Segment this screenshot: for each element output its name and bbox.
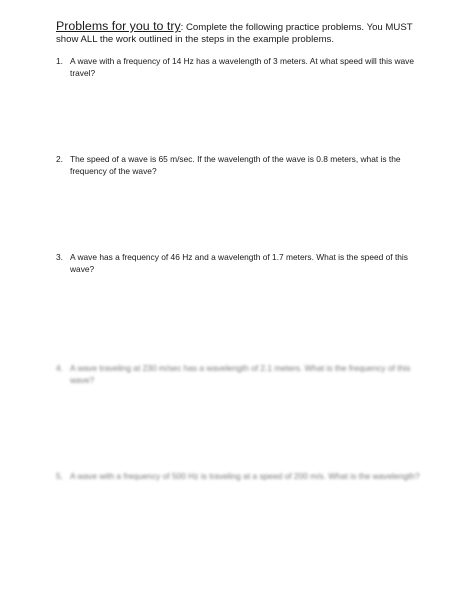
page-title: Problems for you to try xyxy=(56,19,181,33)
problem-5 xyxy=(56,471,428,483)
problem-text: A wave with a frequency of 500 Hz is traveling at a speed of 200 m/s. What is the wavelength? xyxy=(70,471,420,481)
problem-text: A wave traveling at 230 m/sec has a wavelength of 2.1 meters. What is the frequency of this wave? xyxy=(70,363,411,385)
problem-number: 5. xyxy=(56,471,63,481)
problem-text: A wave with a frequency of 14 Hz has a wavelength of 3 meters. At what speed will this wave travel? xyxy=(70,56,415,78)
problem-number: 2. xyxy=(56,154,63,164)
problem-number: 4. xyxy=(56,363,63,373)
problem-number: 1. xyxy=(56,56,63,66)
worksheet-header xyxy=(56,20,436,46)
problem-2 xyxy=(56,154,428,177)
problem-text: The speed of a wave is 65 m/sec. If the wavelength of the wave is 0.8 meters, what is the frequency of the wave? xyxy=(70,154,401,176)
problem-1 xyxy=(56,56,428,79)
problem-text: A wave has a frequency of 46 Hz and a wavelength of 1.7 meters. What is the speed of this wave? xyxy=(70,252,408,274)
header-instructions: : Complete the following practice problems. You MUST show ALL the work outlined in the steps in the example problems. xyxy=(56,22,413,45)
problem-number: 3. xyxy=(56,252,63,262)
problem-3 xyxy=(56,252,428,275)
problem-4 xyxy=(56,363,428,386)
